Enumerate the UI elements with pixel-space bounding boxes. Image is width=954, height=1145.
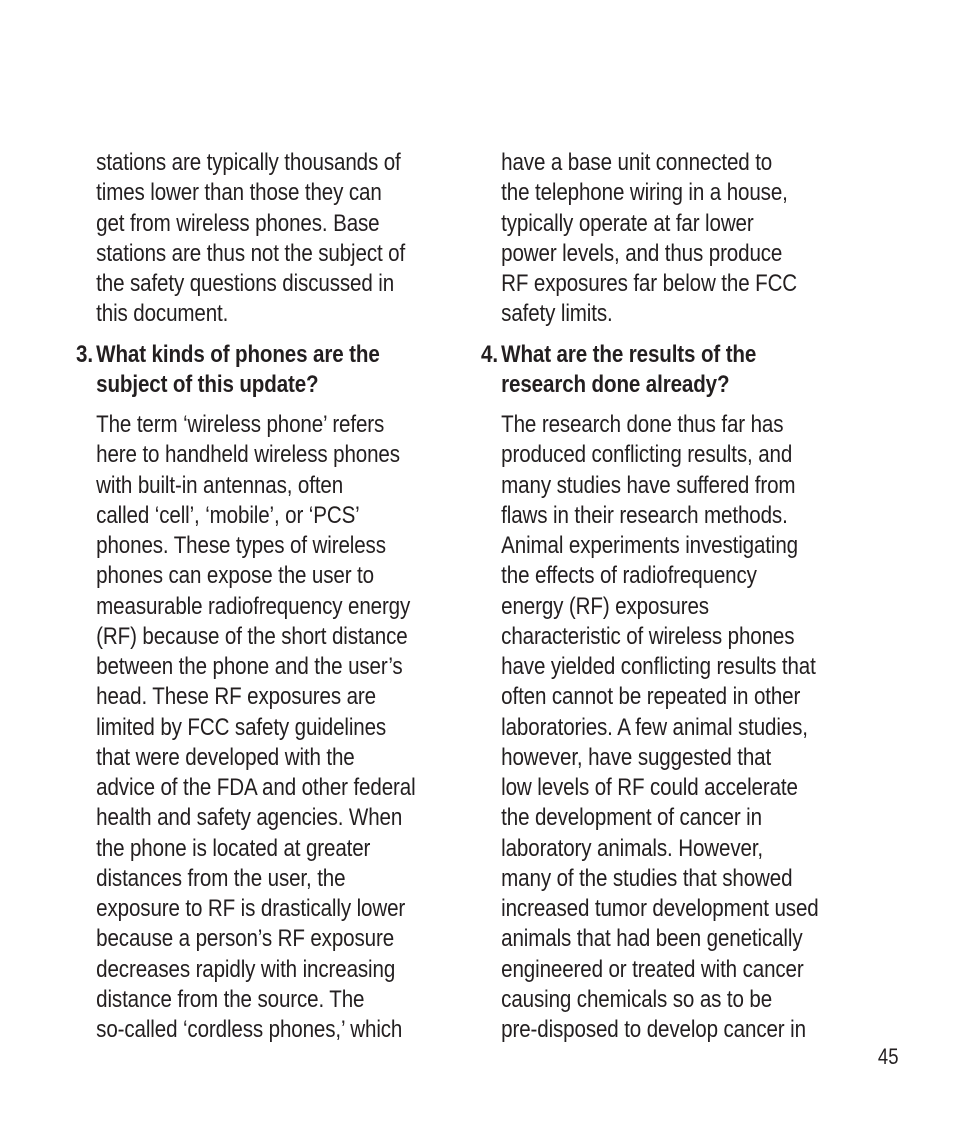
text-line: called ‘cell’, ‘mobile’, or ‘PCS’ xyxy=(96,501,360,529)
text-line: RF exposures far below the FCC xyxy=(501,270,798,297)
text-line: research done already? xyxy=(501,370,730,398)
text-line: laboratories. A few animal studies, xyxy=(501,713,808,741)
text-line: The research done thus far has xyxy=(501,411,784,438)
text-line: laboratory animals. However, xyxy=(501,834,764,862)
text-line: flaws in their research methods. xyxy=(501,501,788,529)
text-line: Animal experiments investigating xyxy=(501,532,798,559)
text-line: (RF) because of the short distance xyxy=(96,622,408,650)
text-line: the phone is located at greater xyxy=(96,834,371,862)
text-line: causing chemicals so as to be xyxy=(501,985,773,1013)
text-line: phones can expose the user to xyxy=(96,562,374,590)
text-line: the safety questions discussed in xyxy=(96,270,395,297)
text-line: The term ‘wireless phone’ refers xyxy=(96,411,385,438)
text-line: get from wireless phones. Base xyxy=(96,209,380,237)
question-4-heading xyxy=(481,340,859,401)
text-line: exposure to RF is drastically lower xyxy=(96,895,406,922)
text-line: limited by FCC safety guidelines xyxy=(96,713,387,741)
text-line: phones. These types of wireless xyxy=(96,532,386,559)
text-line: so-called ‘cordless phones,’ which xyxy=(96,1016,403,1043)
text-line: however, have suggested that xyxy=(501,743,772,771)
text-line: many of the studies that showed xyxy=(501,864,793,892)
question-3-heading xyxy=(76,340,454,401)
text-line: characteristic of wireless phones xyxy=(501,622,795,650)
text-line: that were developed with the xyxy=(96,743,355,771)
text-line: produced conflicting results, and xyxy=(501,441,793,469)
text-line: this document. xyxy=(96,300,229,328)
text-line: low levels of RF could accelerate xyxy=(501,774,798,801)
spacer xyxy=(481,400,859,410)
text-line: health and safety agencies. When xyxy=(96,804,403,832)
question-text xyxy=(501,340,859,401)
question-number: 3. xyxy=(76,340,93,368)
text-line: with built-in antennas, often xyxy=(96,471,344,499)
text-line: decreases rapidly with increasing xyxy=(96,955,396,983)
question-text xyxy=(96,340,454,401)
question-4-answer xyxy=(481,410,859,1045)
question-number: 4. xyxy=(481,340,498,368)
text-line: increased tumor development used xyxy=(501,895,819,922)
text-line: typically operate at far lower xyxy=(501,209,754,237)
text-line: often cannot be repeated in other xyxy=(501,683,801,711)
left-intro-paragraph xyxy=(76,148,454,330)
text-line: the development of cancer in xyxy=(501,804,762,832)
text-line: have a base unit connected to xyxy=(501,149,773,176)
text-line: engineered or treated with cancer xyxy=(501,955,804,983)
text-line: safety limits. xyxy=(501,300,613,328)
right-intro-paragraph xyxy=(481,148,859,330)
text-line: head. These RF exposures are xyxy=(96,683,376,711)
text-line: measurable radiofrequency energy xyxy=(96,592,411,620)
text-line: have yielded conflicting results that xyxy=(501,653,816,680)
spacer xyxy=(76,400,454,410)
text-line: times lower than those they can xyxy=(96,179,382,207)
text-line: What kinds of phones are the xyxy=(96,340,380,368)
text-line: advice of the FDA and other federal xyxy=(96,774,416,801)
left-column xyxy=(76,148,454,1045)
text-line: What are the results of the xyxy=(501,340,757,368)
text-line: subject of this update? xyxy=(96,370,319,398)
text-line: distance from the source. The xyxy=(96,985,365,1013)
page-number: 45 xyxy=(877,1044,898,1069)
text-line: between the phone and the user’s xyxy=(96,653,403,680)
spacer xyxy=(481,330,859,340)
text-line: here to handheld wireless phones xyxy=(96,441,400,469)
text-line: power levels, and thus produce xyxy=(501,239,783,267)
text-line: many studies have suffered from xyxy=(501,471,796,499)
text-line: animals that had been genetically xyxy=(501,925,803,953)
text-line: energy (RF) exposures xyxy=(501,592,709,620)
right-column xyxy=(481,148,859,1045)
question-3-answer xyxy=(76,410,454,1045)
text-line: pre-disposed to develop cancer in xyxy=(501,1016,806,1043)
text-line: distances from the user, the xyxy=(96,864,346,892)
text-line: because a person’s RF exposure xyxy=(96,925,395,953)
text-line: the telephone wiring in a house, xyxy=(501,179,788,207)
text-line: the effects of radiofrequency xyxy=(501,562,757,590)
spacer xyxy=(76,330,454,340)
text-line: stations are thus not the subject of xyxy=(96,239,406,267)
text-line: stations are typically thousands of xyxy=(96,149,401,176)
